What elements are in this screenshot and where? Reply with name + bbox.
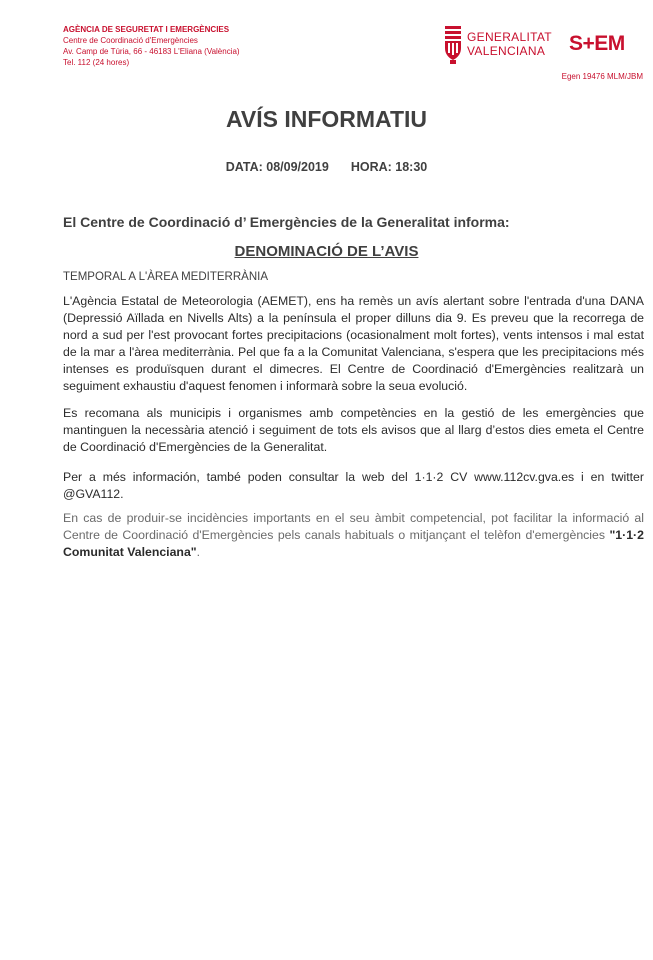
- agency-name: AGÈNCIA DE SEGURETAT I EMERGÈNCIES: [63, 25, 230, 34]
- paragraph-incident-reporting: [63, 510, 644, 561]
- gv-line-1: GENERALITAT: [467, 30, 552, 44]
- agency-address: Av. Camp de Túria, 66 - 46183 L'Eliana (València): [63, 47, 240, 56]
- paragraph-aemet-warning: L'Agència Estatal de Meteorologia (AEMET), ens ha remès un avís alertant sobre l'entrada d'una DANA (Depressió Aïllada en Nivells Alts) a la península el proper dilluns dia 9. Es preveu que la recorrega de nord a sud per l'est provocant fortes precipitacions (ocasionalment molt fortes), vents intensos i mal estat de la mar a l'àrea mediterrània. Pel que fa a la Comunitat Valenciana, s'espera que les precipitacions més intenses es produïsquen durant el dimecres. El Centre de Coordinació d'Emergències realitzarà un seguiment exhaustiu d'aquest fenomen i informarà sobre la seua evolució.: [63, 294, 644, 393]
- agency-phone: Tel. 112 (24 hores): [63, 58, 130, 67]
- document-reference: Egen 19476 MLM/JBM: [561, 72, 643, 81]
- incident-end: .: [196, 545, 201, 559]
- date-time-line: [0, 160, 653, 174]
- date-label: DATA: 08/09/2019: [225, 160, 329, 174]
- generalitat-valenciana-wordmark: [467, 30, 552, 58]
- denomination-heading: DENOMINACIÓ DE L’AVIS: [234, 243, 419, 260]
- paragraph-recommendation: Es recomana als municipis i organismes amb competències en la gestió de les emergències que mantinguen la necessària atenció i seguiment de tots els avisos que al llarg d’estos dies emeta el Centre de Coordinació d'Emergències de la Generalitat.: [63, 406, 644, 454]
- document-title: AVÍS INFORMATIU: [225, 106, 428, 132]
- generalitat-valenciana-logo-icon: [443, 26, 463, 66]
- paragraph-more-info: Per a més información, també poden consultar la web del 1·1·2 CV www.112cv.gva.es i en twitter @GVA112.: [63, 470, 644, 501]
- warning-subject: TEMPORAL A L'ÀREA MEDITERRÀNIA: [63, 271, 268, 283]
- informs-heading: El Centre de Coordinació d’ Emergències de la Generalitat informa:: [63, 214, 510, 230]
- sender-block: [63, 24, 240, 68]
- time-label: HORA: 18:30: [350, 160, 428, 174]
- sem-logo: S+EM: [569, 32, 625, 55]
- emergency-number: "1·1·2 Comunitat Valenciana": [63, 528, 644, 559]
- incident-text: En cas de produir-se incidències importants en el seu àmbit competencial, pot facilitar la informació al Centre de Coordinació d'Emergències pels canals habituals o mitjançant el telèfon d'emergències: [63, 511, 644, 542]
- centre-name: Centre de Coordinació d'Emergències: [63, 36, 198, 45]
- gv-line-2: VALENCIANA: [467, 44, 546, 58]
